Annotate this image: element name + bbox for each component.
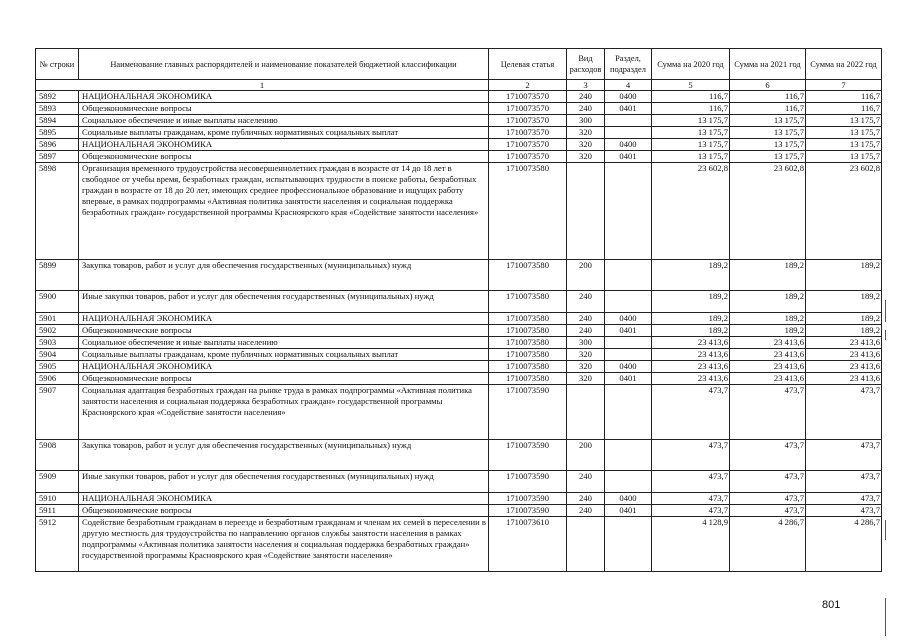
row-sum-2022: 13 175,7 xyxy=(806,151,882,163)
row-sum-2021: 189,2 xyxy=(730,260,806,291)
row-target-article: 1710073570 xyxy=(489,139,567,151)
row-sum-2021: 473,7 xyxy=(730,440,806,471)
row-sum-2021: 13 175,7 xyxy=(730,139,806,151)
header-expense-type: Вид расходов xyxy=(567,49,605,80)
table-row xyxy=(36,373,882,385)
row-expense-type: 300 xyxy=(567,337,605,349)
row-sum-2021: 23 413,6 xyxy=(730,349,806,361)
row-number: 5902 xyxy=(36,325,79,337)
budget-table-sheet xyxy=(35,48,881,572)
row-sum-2020: 116,7 xyxy=(652,103,730,115)
row-expense-type: 320 xyxy=(567,127,605,139)
row-name: Социальное обеспечение и иные выплаты населению xyxy=(79,115,489,127)
scan-edge-mark xyxy=(885,330,886,340)
row-section: 0400 xyxy=(605,313,652,325)
row-sum-2020: 473,7 xyxy=(652,493,730,505)
row-section: 0401 xyxy=(605,103,652,115)
row-target-article: 1710073580 xyxy=(489,313,567,325)
row-expense-type: 320 xyxy=(567,361,605,373)
row-expense-type xyxy=(567,163,605,260)
row-expense-type: 200 xyxy=(567,260,605,291)
row-section: 0400 xyxy=(605,91,652,103)
row-target-article: 1710073570 xyxy=(489,115,567,127)
row-sum-2022: 189,2 xyxy=(806,325,882,337)
row-target-article: 1710073570 xyxy=(489,127,567,139)
header-row xyxy=(36,49,882,80)
row-target-article: 1710073580 xyxy=(489,291,567,313)
row-expense-type: 240 xyxy=(567,313,605,325)
row-sum-2022: 23 602,8 xyxy=(806,163,882,260)
row-sum-2020: 473,7 xyxy=(652,440,730,471)
row-sum-2020: 189,2 xyxy=(652,313,730,325)
row-name: Закупка товаров, работ и услуг для обеспечения государственных (муниципальных) нужд xyxy=(79,440,489,471)
row-target-article: 1710073580 xyxy=(489,163,567,260)
row-sum-2021: 13 175,7 xyxy=(730,115,806,127)
row-name: Общеэкономические вопросы xyxy=(79,151,489,163)
row-sum-2022: 189,2 xyxy=(806,260,882,291)
row-sum-2022: 116,7 xyxy=(806,103,882,115)
row-sum-2021: 473,7 xyxy=(730,385,806,440)
row-sum-2022: 473,7 xyxy=(806,505,882,517)
row-sum-2021: 23 602,8 xyxy=(730,163,806,260)
row-sum-2020: 13 175,7 xyxy=(652,127,730,139)
row-expense-type: 240 xyxy=(567,291,605,313)
table-row xyxy=(36,471,882,493)
table-row xyxy=(36,349,882,361)
row-section: 0400 xyxy=(605,139,652,151)
row-sum-2021: 13 175,7 xyxy=(730,127,806,139)
row-expense-type: 240 xyxy=(567,471,605,493)
row-number: 5900 xyxy=(36,291,79,313)
column-number: 3 xyxy=(567,80,605,91)
row-target-article: 1710073580 xyxy=(489,361,567,373)
row-number: 5910 xyxy=(36,493,79,505)
row-name: Социальные выплаты гражданам, кроме публичных нормативных социальных выплат xyxy=(79,349,489,361)
column-number: 6 xyxy=(730,80,806,91)
row-section xyxy=(605,115,652,127)
row-sum-2021: 116,7 xyxy=(730,91,806,103)
row-expense-type: 240 xyxy=(567,505,605,517)
table-row xyxy=(36,91,882,103)
row-sum-2021: 23 413,6 xyxy=(730,337,806,349)
row-expense-type: 320 xyxy=(567,349,605,361)
row-sum-2020: 116,7 xyxy=(652,91,730,103)
row-sum-2021: 473,7 xyxy=(730,493,806,505)
row-name: Общеэкономические вопросы xyxy=(79,373,489,385)
row-target-article: 1710073570 xyxy=(489,103,567,115)
row-sum-2022: 4 286,7 xyxy=(806,517,882,572)
row-sum-2022: 473,7 xyxy=(806,471,882,493)
row-sum-2022: 116,7 xyxy=(806,91,882,103)
row-target-article: 1710073580 xyxy=(489,337,567,349)
row-number: 5911 xyxy=(36,505,79,517)
header-section: Раздел, подраздел xyxy=(605,49,652,80)
row-number: 5895 xyxy=(36,127,79,139)
row-sum-2022: 23 413,6 xyxy=(806,373,882,385)
row-section: 0401 xyxy=(605,505,652,517)
row-name: Содействие безработным гражданам в переезде и безработным гражданам и членам их семей в переселении в другую местность для трудоустройства по направлению органов службы занятости населения в рамках подпрограммы «Активная политика занятости населения и социальная поддержка безработных граждан» государственной программы Красноярского края «Содействие занятости населения» xyxy=(79,517,489,572)
row-number: 5903 xyxy=(36,337,79,349)
row-sum-2021: 116,7 xyxy=(730,103,806,115)
table-row xyxy=(36,151,882,163)
row-number: 5898 xyxy=(36,163,79,260)
table-row xyxy=(36,440,882,471)
column-number: 5 xyxy=(652,80,730,91)
row-sum-2021: 189,2 xyxy=(730,291,806,313)
table-row xyxy=(36,103,882,115)
row-name: Иные закупки товаров, работ и услуг для обеспечения государственных (муниципальных) нужд xyxy=(79,471,489,493)
row-target-article: 1710073570 xyxy=(489,151,567,163)
row-sum-2021: 473,7 xyxy=(730,471,806,493)
row-number: 5896 xyxy=(36,139,79,151)
column-number-row xyxy=(36,80,882,91)
row-target-article: 1710073570 xyxy=(489,91,567,103)
header-sum-2022: Сумма на 2022 год xyxy=(806,49,882,80)
row-sum-2021: 23 413,6 xyxy=(730,373,806,385)
table-row xyxy=(36,385,882,440)
row-name: НАЦИОНАЛЬНАЯ ЭКОНОМИКА xyxy=(79,91,489,103)
row-number: 5907 xyxy=(36,385,79,440)
row-section: 0400 xyxy=(605,361,652,373)
row-sum-2020: 189,2 xyxy=(652,260,730,291)
row-sum-2022: 23 413,6 xyxy=(806,349,882,361)
header-sum-2021: Сумма на 2021 год xyxy=(730,49,806,80)
table-body xyxy=(36,91,882,572)
row-target-article: 1710073590 xyxy=(489,493,567,505)
row-sum-2021: 473,7 xyxy=(730,505,806,517)
row-target-article: 1710073590 xyxy=(489,505,567,517)
row-sum-2022: 13 175,7 xyxy=(806,139,882,151)
row-number: 5912 xyxy=(36,517,79,572)
column-number: 1 xyxy=(36,80,489,91)
row-sum-2020: 23 413,6 xyxy=(652,373,730,385)
table-row xyxy=(36,337,882,349)
table-row xyxy=(36,517,882,572)
header-name: Наименование главных распорядителей и наименование показателей бюджетной классификации xyxy=(79,49,489,80)
header-target-article: Целевая статья xyxy=(489,49,567,80)
row-name: Социальное обеспечение и иные выплаты населению xyxy=(79,337,489,349)
column-number: 2 xyxy=(489,80,567,91)
row-expense-type: 240 xyxy=(567,325,605,337)
row-section: 0400 xyxy=(605,493,652,505)
row-number: 5906 xyxy=(36,373,79,385)
row-number: 5905 xyxy=(36,361,79,373)
table-row xyxy=(36,115,882,127)
row-sum-2020: 473,7 xyxy=(652,471,730,493)
table-row xyxy=(36,493,882,505)
row-section xyxy=(605,260,652,291)
row-name: НАЦИОНАЛЬНАЯ ЭКОНОМИКА xyxy=(79,139,489,151)
column-number: 7 xyxy=(806,80,882,91)
row-sum-2021: 189,2 xyxy=(730,325,806,337)
header-row-number: № строки xyxy=(36,49,79,80)
row-section xyxy=(605,163,652,260)
row-section xyxy=(605,349,652,361)
table-row xyxy=(36,361,882,373)
scan-edge-mark xyxy=(885,520,886,540)
row-name: НАЦИОНАЛЬНАЯ ЭКОНОМИКА xyxy=(79,361,489,373)
column-number: 4 xyxy=(605,80,652,91)
row-target-article: 1710073610 xyxy=(489,517,567,572)
row-section xyxy=(605,385,652,440)
row-number: 5904 xyxy=(36,349,79,361)
row-section xyxy=(605,127,652,139)
row-name: Общеэкономические вопросы xyxy=(79,505,489,517)
row-sum-2022: 189,2 xyxy=(806,291,882,313)
row-sum-2020: 473,7 xyxy=(652,505,730,517)
row-sum-2020: 23 413,6 xyxy=(652,349,730,361)
row-section: 0401 xyxy=(605,373,652,385)
row-name: Иные закупки товаров, работ и услуг для обеспечения государственных (муниципальных) нужд xyxy=(79,291,489,313)
row-sum-2020: 13 175,7 xyxy=(652,115,730,127)
row-sum-2020: 473,7 xyxy=(652,385,730,440)
row-name: Социальные выплаты гражданам, кроме публичных нормативных социальных выплат xyxy=(79,127,489,139)
table-row xyxy=(36,127,882,139)
row-sum-2020: 23 413,6 xyxy=(652,337,730,349)
row-target-article: 1710073580 xyxy=(489,260,567,291)
row-number: 5892 xyxy=(36,91,79,103)
row-section xyxy=(605,517,652,572)
row-section xyxy=(605,471,652,493)
row-target-article: 1710073590 xyxy=(489,440,567,471)
row-number: 5899 xyxy=(36,260,79,291)
row-name: НАЦИОНАЛЬНАЯ ЭКОНОМИКА xyxy=(79,313,489,325)
row-sum-2020: 13 175,7 xyxy=(652,139,730,151)
row-sum-2021: 23 413,6 xyxy=(730,361,806,373)
row-sum-2022: 23 413,6 xyxy=(806,361,882,373)
header-sum-2020: Сумма на 2020 год xyxy=(652,49,730,80)
row-sum-2022: 473,7 xyxy=(806,440,882,471)
row-number: 5901 xyxy=(36,313,79,325)
row-section xyxy=(605,440,652,471)
row-sum-2020: 189,2 xyxy=(652,325,730,337)
row-expense-type: 320 xyxy=(567,151,605,163)
table-row xyxy=(36,505,882,517)
row-target-article: 1710073590 xyxy=(489,471,567,493)
row-number: 5897 xyxy=(36,151,79,163)
row-expense-type xyxy=(567,385,605,440)
row-number: 5909 xyxy=(36,471,79,493)
row-name: НАЦИОНАЛЬНАЯ ЭКОНОМИКА xyxy=(79,493,489,505)
row-expense-type: 300 xyxy=(567,115,605,127)
row-target-article: 1710073580 xyxy=(489,349,567,361)
row-name: Организация временного трудоустройства несовершеннолетних граждан в возрасте от 14 до 18 лет в свободное от учебы время, безработных граждан, испытывающих трудности в поиске работы, безработных граждан в возрасте от 18 до 20 лет, имеющих среднее профессиональное образование и ищущих работу впервые, в рамках подпрограммы «Активная политика занятости населения и социальная поддержка безработных граждан» государственной программы Красноярского края «Содействие занятости населения» xyxy=(79,163,489,260)
row-number: 5894 xyxy=(36,115,79,127)
row-section: 0401 xyxy=(605,325,652,337)
row-sum-2020: 13 175,7 xyxy=(652,151,730,163)
table-row xyxy=(36,291,882,313)
row-sum-2020: 23 602,8 xyxy=(652,163,730,260)
table-row xyxy=(36,313,882,325)
table-row xyxy=(36,139,882,151)
row-expense-type: 240 xyxy=(567,493,605,505)
row-target-article: 1710073580 xyxy=(489,325,567,337)
row-expense-type: 200 xyxy=(567,440,605,471)
row-sum-2022: 13 175,7 xyxy=(806,115,882,127)
row-sum-2021: 4 286,7 xyxy=(730,517,806,572)
row-target-article: 1710073580 xyxy=(489,373,567,385)
row-sum-2022: 23 413,6 xyxy=(806,337,882,349)
scan-edge-mark xyxy=(885,300,886,322)
row-sum-2022: 13 175,7 xyxy=(806,127,882,139)
table-row xyxy=(36,325,882,337)
row-sum-2021: 189,2 xyxy=(730,313,806,325)
row-section xyxy=(605,337,652,349)
row-sum-2020: 4 128,9 xyxy=(652,517,730,572)
table-row xyxy=(36,260,882,291)
row-section: 0401 xyxy=(605,151,652,163)
row-number: 5893 xyxy=(36,103,79,115)
row-name: Общеэкономические вопросы xyxy=(79,325,489,337)
row-expense-type: 240 xyxy=(567,103,605,115)
row-expense-type: 320 xyxy=(567,139,605,151)
row-target-article: 1710073590 xyxy=(489,385,567,440)
row-sum-2022: 473,7 xyxy=(806,385,882,440)
row-name: Закупка товаров, работ и услуг для обеспечения государственных (муниципальных) нужд xyxy=(79,260,489,291)
row-number: 5908 xyxy=(36,440,79,471)
row-expense-type: 320 xyxy=(567,373,605,385)
row-sum-2020: 189,2 xyxy=(652,291,730,313)
row-sum-2020: 23 413,6 xyxy=(652,361,730,373)
row-sum-2022: 189,2 xyxy=(806,313,882,325)
scan-edge-mark xyxy=(885,598,886,636)
row-sum-2022: 473,7 xyxy=(806,493,882,505)
table-row xyxy=(36,163,882,260)
row-section xyxy=(605,291,652,313)
budget-table xyxy=(35,48,882,572)
row-sum-2021: 13 175,7 xyxy=(730,151,806,163)
row-name: Социальная адаптация безработных граждан на рынке труда в рамках подпрограммы «Активная политика занятости населения и социальная поддержка безработных граждан» государственной программы Красноярского края «Содействие занятости населения» xyxy=(79,385,489,440)
row-expense-type: 240 xyxy=(567,91,605,103)
page-number: 801 xyxy=(822,599,841,611)
row-expense-type xyxy=(567,517,605,572)
row-name: Общеэкономические вопросы xyxy=(79,103,489,115)
